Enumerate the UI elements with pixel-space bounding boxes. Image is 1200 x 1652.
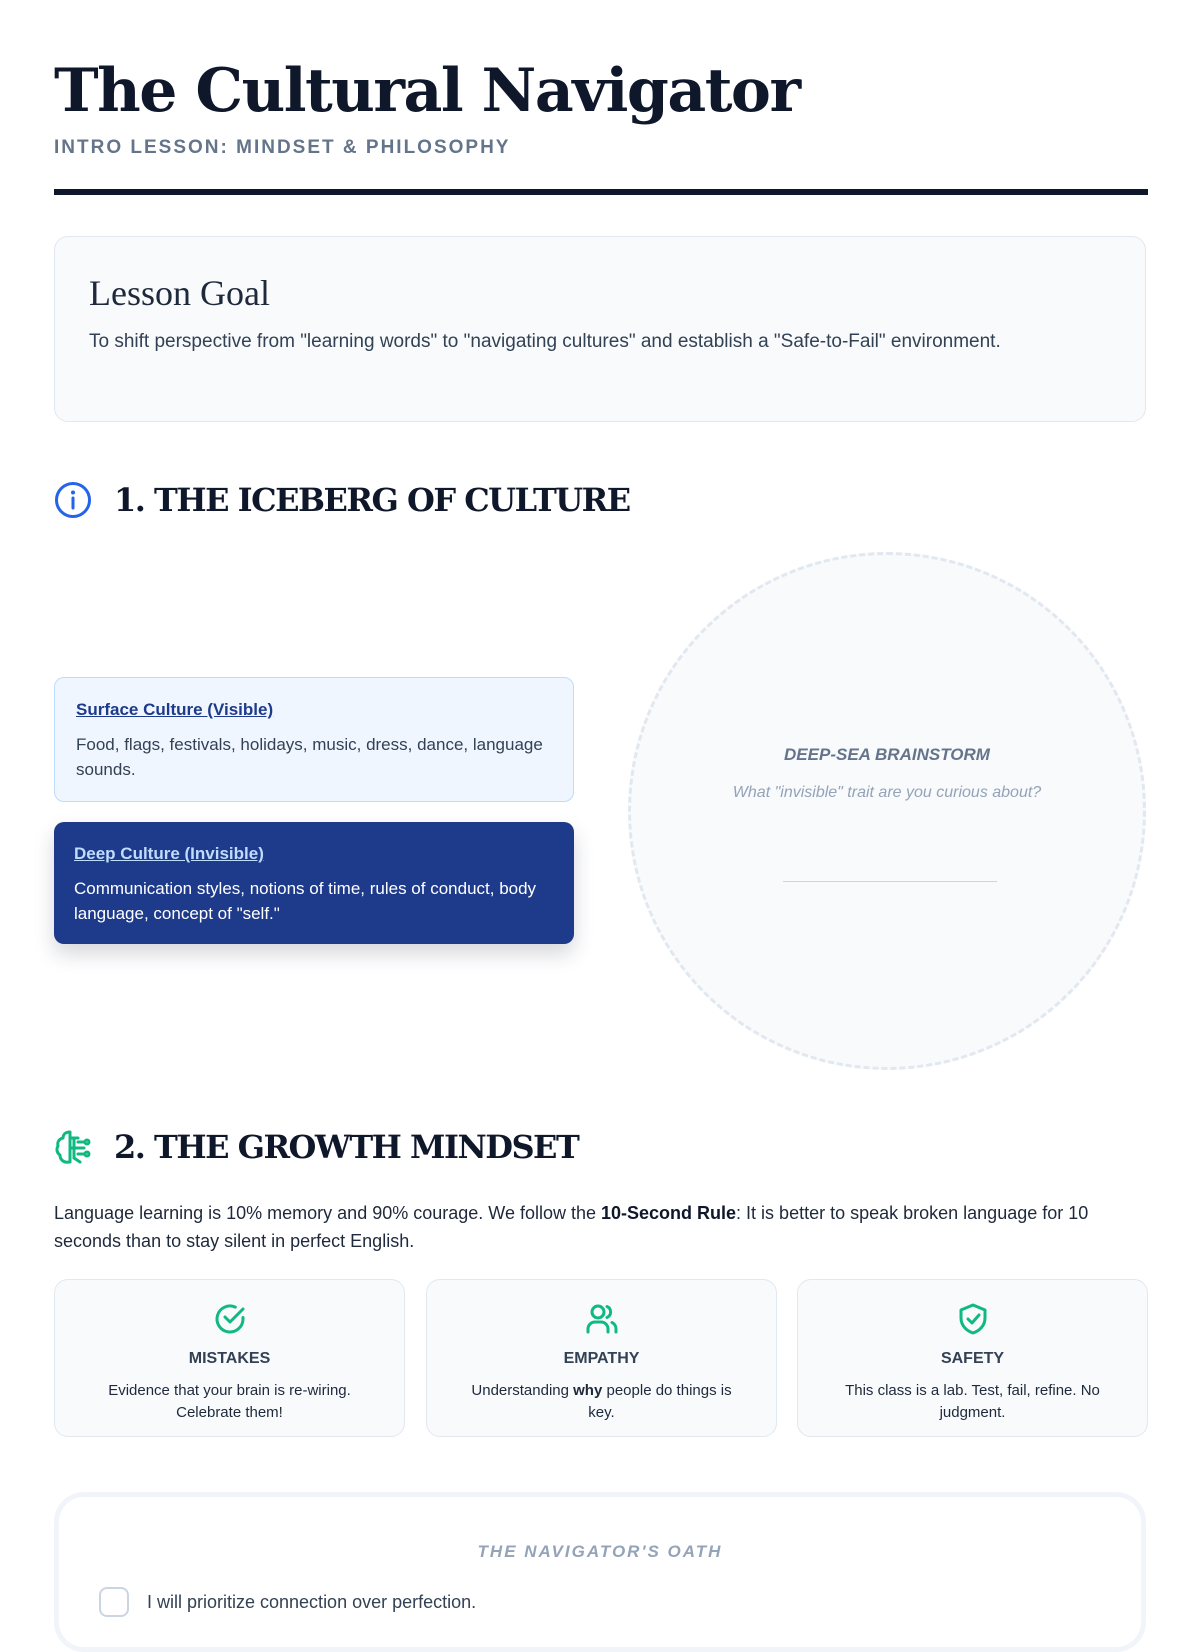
deep-culture-body: Communication styles, notions of time, rules of conduct, body language, concept of "self.": [74, 879, 537, 923]
pillar-safety: [797, 1279, 1148, 1437]
pillar-title: MISTAKES: [188, 1350, 271, 1367]
pillar-text-part: people do things is key.: [588, 1382, 732, 1421]
lesson-goal-card: [54, 236, 1146, 422]
pillar-text: This class is a lab. Test, fail, refine. No judgment.: [845, 1382, 1100, 1421]
pillar-text: [457, 1380, 747, 1424]
growth-intro-part: Language learning is 10% memory and 90% courage. We follow the: [54, 1203, 601, 1223]
shield-check-icon: [956, 1302, 990, 1336]
deep-culture-card: [54, 822, 574, 944]
section-iceberg-header: [54, 481, 630, 519]
pillar-text-part: Understanding: [471, 1382, 574, 1399]
check-circle-icon: [213, 1302, 247, 1336]
oath-item-text: I will prioritize connection over perfection.: [147, 1591, 477, 1612]
brainstorm-title: DEEP-SEA BRAINSTORM: [784, 745, 990, 764]
page-subtitle: INTRO LESSON: MINDSET & PHILOSOPHY: [54, 137, 511, 158]
pillar-empathy: [426, 1279, 777, 1437]
oath-item[interactable]: [99, 1587, 476, 1617]
oath-title: THE NAVIGATOR'S OATH: [477, 1542, 723, 1561]
pillar-text: Evidence that your brain is re-wiring. Celebrate them!: [108, 1382, 351, 1421]
section-growth-title: 2. THE GROWTH MINDSET: [114, 1128, 579, 1166]
section-iceberg-title: 1. THE ICEBERG OF CULTURE: [114, 481, 630, 519]
growth-intro-text: [54, 1199, 1148, 1255]
section-growth-header: [54, 1128, 578, 1166]
pillar-title: SAFETY: [940, 1350, 1005, 1367]
navigator-oath-card: [54, 1492, 1146, 1652]
header-divider: [54, 189, 1148, 195]
surface-culture-card: [54, 677, 574, 802]
lesson-goal-title: Lesson Goal: [89, 273, 270, 313]
page-title: The Cultural Navigator: [54, 56, 800, 126]
deep-culture-title[interactable]: Deep Culture (Invisible): [74, 844, 264, 863]
surface-culture-body: Food, flags, festivals, holidays, music, dress, dance, language sounds.: [76, 735, 543, 779]
pillar-title: EMPATHY: [563, 1350, 640, 1367]
surface-culture-title[interactable]: Surface Culture (Visible): [76, 700, 274, 719]
brainstorm-prompt: What "invisible" trait are you curious about?: [732, 784, 1042, 801]
users-icon: [585, 1302, 619, 1336]
pillar-mistakes: [54, 1279, 405, 1437]
info-icon: [54, 481, 92, 519]
oath-checkbox[interactable]: [99, 1587, 129, 1617]
brainstorm-circle: [628, 552, 1146, 1070]
brainstorm-input[interactable]: [783, 881, 997, 882]
pillar-text-emphasis: why: [573, 1382, 603, 1399]
ten-second-rule: 10-Second Rule: [601, 1203, 737, 1223]
lesson-goal-text: To shift perspective from "learning words" to "navigating cultures" and establish a "Safe-to-Fail" environment.: [89, 331, 1001, 352]
growth-intro-part: : It is better to speak broken language for 10 seconds than to stay silent in perfect English.: [54, 1203, 1089, 1251]
brain-icon: [54, 1128, 92, 1166]
